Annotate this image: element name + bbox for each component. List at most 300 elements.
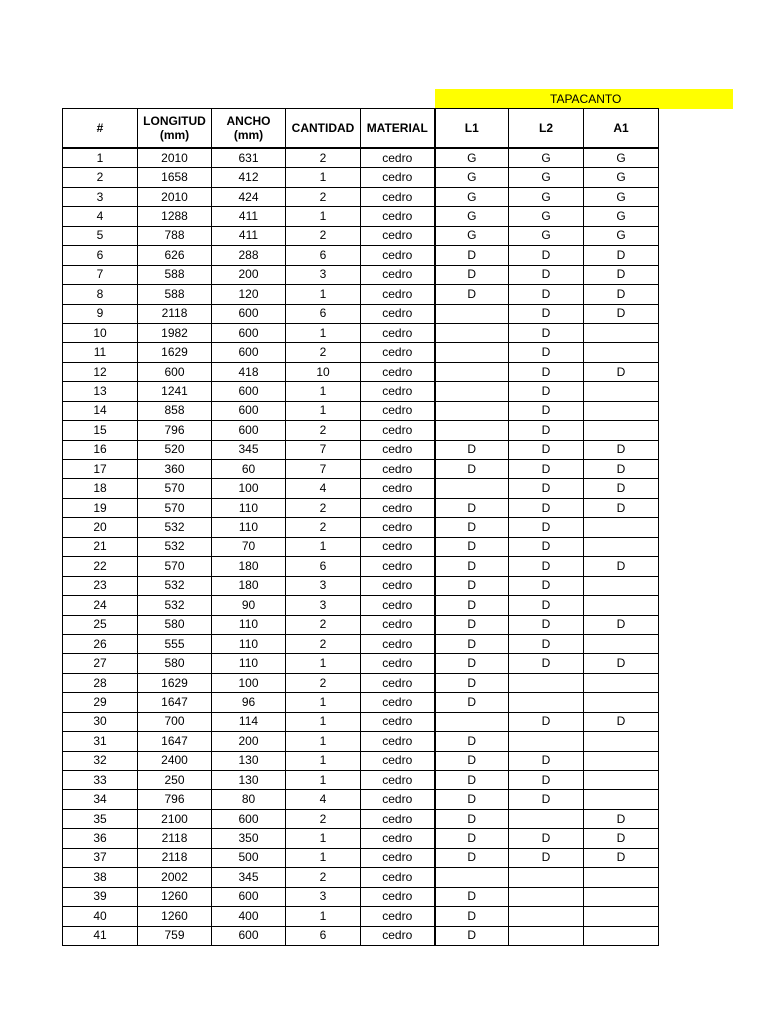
cell-cantidad: 2 — [286, 615, 361, 634]
cell-a1 — [584, 887, 659, 906]
cell-longitud: 580 — [138, 654, 212, 673]
col-header-a1: A1 — [584, 109, 659, 149]
cell-num: 15 — [63, 421, 138, 440]
table-row — [63, 615, 659, 634]
cell-ancho: 350 — [212, 829, 286, 848]
cell-l1 — [435, 401, 509, 420]
cell-longitud: 1260 — [138, 907, 212, 926]
cell-cantidad: 3 — [286, 265, 361, 284]
cell-l2: D — [509, 751, 584, 770]
cell-longitud: 588 — [138, 265, 212, 284]
cell-material: cedro — [361, 829, 435, 848]
cell-l1: D — [435, 907, 509, 926]
cell-longitud: 1629 — [138, 343, 212, 362]
cell-longitud: 570 — [138, 557, 212, 576]
cell-ancho: 600 — [212, 809, 286, 828]
cell-longitud: 570 — [138, 479, 212, 498]
cell-longitud: 555 — [138, 634, 212, 653]
cell-ancho: 90 — [212, 596, 286, 615]
cell-ancho: 345 — [212, 440, 286, 459]
cell-material: cedro — [361, 460, 435, 479]
cell-num: 29 — [63, 693, 138, 712]
cell-a1 — [584, 926, 659, 945]
cell-longitud: 2100 — [138, 809, 212, 828]
cell-num: 16 — [63, 440, 138, 459]
cell-l1: D — [435, 673, 509, 692]
cell-ancho: 114 — [212, 712, 286, 731]
cell-l1: G — [435, 148, 509, 168]
cell-cantidad: 2 — [286, 673, 361, 692]
table-row — [63, 732, 659, 751]
cell-l2: D — [509, 401, 584, 420]
cell-l1: G — [435, 207, 509, 226]
cell-cantidad: 3 — [286, 887, 361, 906]
cell-l2: D — [509, 460, 584, 479]
table-row — [63, 168, 659, 187]
cell-l1: D — [435, 265, 509, 284]
cell-l1: D — [435, 926, 509, 945]
cell-longitud: 600 — [138, 362, 212, 381]
cell-a1: D — [584, 557, 659, 576]
cell-material: cedro — [361, 246, 435, 265]
cell-l2: D — [509, 557, 584, 576]
cell-l2: D — [509, 654, 584, 673]
cell-material: cedro — [361, 401, 435, 420]
table-row — [63, 323, 659, 342]
cell-num: 2 — [63, 168, 138, 187]
cell-l2: D — [509, 343, 584, 362]
table-row — [63, 518, 659, 537]
cell-a1 — [584, 576, 659, 595]
cell-material: cedro — [361, 693, 435, 712]
cell-l1: D — [435, 693, 509, 712]
cell-ancho: 411 — [212, 207, 286, 226]
cell-num: 24 — [63, 596, 138, 615]
cell-longitud: 788 — [138, 226, 212, 245]
cell-material: cedro — [361, 654, 435, 673]
cell-cantidad: 1 — [286, 168, 361, 187]
cell-a1 — [584, 518, 659, 537]
cell-ancho: 180 — [212, 557, 286, 576]
cell-l2: D — [509, 362, 584, 381]
cell-a1: D — [584, 285, 659, 304]
col-header-material: MATERIAL — [361, 109, 435, 149]
cell-l2 — [509, 732, 584, 751]
cell-ancho: 110 — [212, 615, 286, 634]
cell-l2: G — [509, 187, 584, 206]
cell-l2: D — [509, 537, 584, 556]
cell-l1: D — [435, 654, 509, 673]
cell-ancho: 424 — [212, 187, 286, 206]
cell-ancho: 600 — [212, 382, 286, 401]
cell-longitud: 1982 — [138, 323, 212, 342]
cell-ancho: 60 — [212, 460, 286, 479]
cell-l1 — [435, 479, 509, 498]
cell-num: 18 — [63, 479, 138, 498]
cell-l1: D — [435, 596, 509, 615]
table-row — [63, 498, 659, 517]
table-row — [63, 382, 659, 401]
cell-longitud: 588 — [138, 285, 212, 304]
cell-num: 9 — [63, 304, 138, 323]
cell-a1 — [584, 421, 659, 440]
cell-num: 38 — [63, 868, 138, 887]
cell-num: 6 — [63, 246, 138, 265]
cell-cantidad: 2 — [286, 518, 361, 537]
cell-longitud: 1260 — [138, 887, 212, 906]
table-row — [63, 362, 659, 381]
cell-num: 34 — [63, 790, 138, 809]
cell-a1 — [584, 673, 659, 692]
cell-l1: G — [435, 187, 509, 206]
cell-ancho: 100 — [212, 673, 286, 692]
cell-material: cedro — [361, 790, 435, 809]
table-row — [63, 207, 659, 226]
cell-material: cedro — [361, 751, 435, 770]
cell-longitud: 2400 — [138, 751, 212, 770]
table-row — [63, 343, 659, 362]
col-header-l1: L1 — [435, 109, 509, 149]
cell-num: 35 — [63, 809, 138, 828]
table-row — [63, 926, 659, 945]
cell-material: cedro — [361, 285, 435, 304]
header-row — [63, 109, 659, 149]
cell-num: 31 — [63, 732, 138, 751]
table-row — [63, 809, 659, 828]
cell-material: cedro — [361, 440, 435, 459]
cell-material: cedro — [361, 887, 435, 906]
cell-material: cedro — [361, 421, 435, 440]
cell-material: cedro — [361, 926, 435, 945]
cell-ancho: 80 — [212, 790, 286, 809]
cell-l1: D — [435, 732, 509, 751]
cell-material: cedro — [361, 304, 435, 323]
cell-a1: G — [584, 168, 659, 187]
cell-longitud: 2002 — [138, 868, 212, 887]
cell-ancho: 70 — [212, 537, 286, 556]
cell-l2: D — [509, 790, 584, 809]
cell-material: cedro — [361, 479, 435, 498]
cell-num: 21 — [63, 537, 138, 556]
table-row — [63, 265, 659, 284]
cell-num: 20 — [63, 518, 138, 537]
cell-a1 — [584, 382, 659, 401]
cell-a1: D — [584, 460, 659, 479]
cell-material: cedro — [361, 576, 435, 595]
cell-l1: D — [435, 751, 509, 770]
table-row — [63, 673, 659, 692]
cell-num: 13 — [63, 382, 138, 401]
cell-longitud: 250 — [138, 771, 212, 790]
cell-cantidad: 3 — [286, 596, 361, 615]
cell-material: cedro — [361, 362, 435, 381]
cell-cantidad: 1 — [286, 771, 361, 790]
cell-l1 — [435, 382, 509, 401]
cell-num: 30 — [63, 712, 138, 731]
cell-cantidad: 2 — [286, 421, 361, 440]
cell-cantidad: 1 — [286, 751, 361, 770]
cell-cantidad: 1 — [286, 829, 361, 848]
cell-a1: D — [584, 809, 659, 828]
cell-l1 — [435, 421, 509, 440]
cell-num: 41 — [63, 926, 138, 945]
cell-a1 — [584, 401, 659, 420]
cell-longitud: 1629 — [138, 673, 212, 692]
cell-ancho: 600 — [212, 401, 286, 420]
cell-num: 23 — [63, 576, 138, 595]
cell-l2: D — [509, 285, 584, 304]
cell-cantidad: 6 — [286, 557, 361, 576]
cell-num: 10 — [63, 323, 138, 342]
cell-l1: G — [435, 168, 509, 187]
cell-num: 11 — [63, 343, 138, 362]
cell-material: cedro — [361, 382, 435, 401]
cell-longitud: 796 — [138, 421, 212, 440]
cell-num: 22 — [63, 557, 138, 576]
cell-material: cedro — [361, 848, 435, 867]
cell-ancho: 288 — [212, 246, 286, 265]
cell-l1: D — [435, 460, 509, 479]
col-header-l2: L2 — [509, 109, 584, 149]
cell-cantidad: 1 — [286, 654, 361, 673]
cell-longitud: 858 — [138, 401, 212, 420]
cell-l2 — [509, 673, 584, 692]
cell-l1: D — [435, 615, 509, 634]
cell-material: cedro — [361, 323, 435, 342]
cell-num: 5 — [63, 226, 138, 245]
cell-l1: D — [435, 576, 509, 595]
table-row — [63, 576, 659, 595]
cell-longitud: 1288 — [138, 207, 212, 226]
table-row — [63, 907, 659, 926]
cell-longitud: 626 — [138, 246, 212, 265]
cell-cantidad: 1 — [286, 401, 361, 420]
cut-list-table — [62, 108, 659, 946]
cell-l2: D — [509, 440, 584, 459]
cell-ancho: 110 — [212, 498, 286, 517]
cell-a1: G — [584, 187, 659, 206]
cell-cantidad: 2 — [286, 148, 361, 168]
cell-material: cedro — [361, 596, 435, 615]
cell-l1: G — [435, 226, 509, 245]
cell-l2: D — [509, 712, 584, 731]
table-row — [63, 537, 659, 556]
cell-material: cedro — [361, 498, 435, 517]
cell-l1: D — [435, 848, 509, 867]
col-header-ancho-label: ANCHO (mm) — [226, 114, 271, 142]
cell-longitud: 759 — [138, 926, 212, 945]
table-row — [63, 440, 659, 459]
cell-cantidad: 4 — [286, 790, 361, 809]
cell-a1 — [584, 634, 659, 653]
cell-l1: D — [435, 829, 509, 848]
cell-l2: G — [509, 226, 584, 245]
table-row — [63, 751, 659, 770]
cell-longitud: 2118 — [138, 848, 212, 867]
cell-l2: D — [509, 265, 584, 284]
cell-cantidad: 7 — [286, 460, 361, 479]
cell-a1 — [584, 907, 659, 926]
cell-ancho: 100 — [212, 479, 286, 498]
table-row — [63, 187, 659, 206]
cell-material: cedro — [361, 615, 435, 634]
cell-longitud: 700 — [138, 712, 212, 731]
cell-l2 — [509, 907, 584, 926]
table-row — [63, 829, 659, 848]
cell-num: 12 — [63, 362, 138, 381]
table-row — [63, 887, 659, 906]
cell-num: 39 — [63, 887, 138, 906]
cell-longitud: 580 — [138, 615, 212, 634]
cell-l2: D — [509, 848, 584, 867]
cell-material: cedro — [361, 265, 435, 284]
cell-longitud: 532 — [138, 596, 212, 615]
cell-longitud: 796 — [138, 790, 212, 809]
cell-material: cedro — [361, 343, 435, 362]
cell-material: cedro — [361, 732, 435, 751]
cell-a1: D — [584, 615, 659, 634]
cell-ancho: 411 — [212, 226, 286, 245]
cell-longitud: 2118 — [138, 304, 212, 323]
cell-material: cedro — [361, 771, 435, 790]
table-row — [63, 596, 659, 615]
table-row — [63, 557, 659, 576]
cell-longitud: 360 — [138, 460, 212, 479]
cell-a1: D — [584, 265, 659, 284]
cell-a1: D — [584, 479, 659, 498]
cell-longitud: 2118 — [138, 829, 212, 848]
cell-material: cedro — [361, 537, 435, 556]
cell-l2: D — [509, 518, 584, 537]
table-row — [63, 226, 659, 245]
table-row — [63, 868, 659, 887]
cell-l1 — [435, 868, 509, 887]
cell-cantidad: 1 — [286, 848, 361, 867]
cell-longitud: 570 — [138, 498, 212, 517]
cell-l1: D — [435, 809, 509, 828]
cell-material: cedro — [361, 168, 435, 187]
cell-num: 17 — [63, 460, 138, 479]
cell-cantidad: 6 — [286, 246, 361, 265]
cell-longitud: 2010 — [138, 148, 212, 168]
table-row — [63, 771, 659, 790]
cell-cantidad: 10 — [286, 362, 361, 381]
cell-a1 — [584, 537, 659, 556]
cell-l2: D — [509, 596, 584, 615]
cell-cantidad: 6 — [286, 926, 361, 945]
cell-longitud: 532 — [138, 576, 212, 595]
cell-ancho: 345 — [212, 868, 286, 887]
cell-l1: D — [435, 440, 509, 459]
cell-l2: D — [509, 829, 584, 848]
cell-longitud: 1241 — [138, 382, 212, 401]
cell-ancho: 600 — [212, 343, 286, 362]
cell-cantidad: 1 — [286, 537, 361, 556]
cell-a1 — [584, 751, 659, 770]
col-header-ancho — [212, 109, 286, 149]
cell-l2: D — [509, 634, 584, 653]
cell-ancho: 130 — [212, 771, 286, 790]
table-row — [63, 693, 659, 712]
table-row — [63, 285, 659, 304]
col-header-longitud — [138, 109, 212, 149]
cell-l2: D — [509, 771, 584, 790]
cell-num: 36 — [63, 829, 138, 848]
cell-ancho: 200 — [212, 265, 286, 284]
table-row — [63, 654, 659, 673]
cell-longitud: 532 — [138, 537, 212, 556]
cell-l1 — [435, 712, 509, 731]
table-body — [63, 148, 659, 945]
cell-material: cedro — [361, 518, 435, 537]
cell-l2: D — [509, 479, 584, 498]
cell-l1 — [435, 304, 509, 323]
cell-num: 3 — [63, 187, 138, 206]
cell-a1: D — [584, 848, 659, 867]
cell-l2 — [509, 693, 584, 712]
cell-l1: D — [435, 498, 509, 517]
cell-longitud: 1647 — [138, 693, 212, 712]
cell-material: cedro — [361, 557, 435, 576]
cell-l2: G — [509, 207, 584, 226]
cell-l2 — [509, 926, 584, 945]
cell-a1: D — [584, 654, 659, 673]
cell-a1: D — [584, 362, 659, 381]
cell-l2: D — [509, 498, 584, 517]
cell-num: 8 — [63, 285, 138, 304]
table-row — [63, 848, 659, 867]
cell-cantidad: 1 — [286, 323, 361, 342]
cell-ancho: 110 — [212, 518, 286, 537]
cell-cantidad: 1 — [286, 285, 361, 304]
cell-ancho: 418 — [212, 362, 286, 381]
cell-ancho: 600 — [212, 323, 286, 342]
col-header-longitud-label: LONGITUD (mm) — [143, 114, 206, 142]
cell-ancho: 600 — [212, 926, 286, 945]
cell-l1 — [435, 343, 509, 362]
cell-l1: D — [435, 518, 509, 537]
cell-longitud: 2010 — [138, 187, 212, 206]
cell-ancho: 130 — [212, 751, 286, 770]
cell-ancho: 500 — [212, 848, 286, 867]
cell-num: 27 — [63, 654, 138, 673]
cell-material: cedro — [361, 712, 435, 731]
cell-a1: D — [584, 304, 659, 323]
cell-ancho: 200 — [212, 732, 286, 751]
cell-num: 25 — [63, 615, 138, 634]
cell-a1 — [584, 343, 659, 362]
cell-l2: D — [509, 246, 584, 265]
cell-a1: G — [584, 226, 659, 245]
cell-a1: D — [584, 440, 659, 459]
cell-cantidad: 2 — [286, 187, 361, 206]
cell-l2: G — [509, 168, 584, 187]
cell-material: cedro — [361, 226, 435, 245]
cell-cantidad: 1 — [286, 693, 361, 712]
cell-num: 19 — [63, 498, 138, 517]
cell-cantidad: 1 — [286, 382, 361, 401]
cell-material: cedro — [361, 868, 435, 887]
cell-longitud: 1647 — [138, 732, 212, 751]
cell-a1: G — [584, 207, 659, 226]
table-row — [63, 712, 659, 731]
cell-ancho: 96 — [212, 693, 286, 712]
cell-longitud: 520 — [138, 440, 212, 459]
cell-cantidad: 1 — [286, 907, 361, 926]
cell-l1 — [435, 323, 509, 342]
cell-material: cedro — [361, 187, 435, 206]
cell-a1 — [584, 596, 659, 615]
